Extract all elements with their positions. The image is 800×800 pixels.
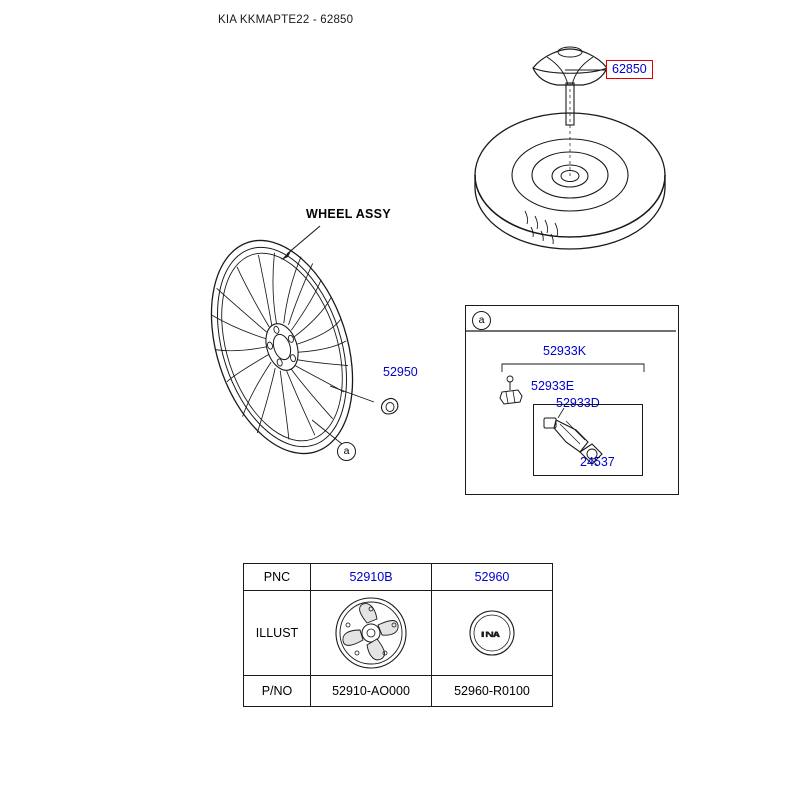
cell-illust-wheel-cover	[311, 591, 432, 676]
table-row-pnc	[244, 564, 553, 591]
wheel-nut-illustration	[330, 378, 400, 418]
cell-illust-center-cap	[432, 591, 553, 676]
part-label-52933D[interactable]: 52933D	[556, 396, 600, 410]
cell-pnc-52910B[interactable]: 52910B	[311, 564, 432, 591]
row-header-pnc: PNC	[244, 564, 311, 591]
cell-pnc-52960[interactable]: 52960	[432, 564, 553, 591]
row-header-illust: ILLUST	[244, 591, 311, 676]
cell-pno-52910[interactable]: 52910-AO000	[311, 676, 432, 707]
part-label-62850[interactable]: 62850	[606, 60, 653, 79]
table-row-pno	[244, 676, 553, 707]
part-label-52933E[interactable]: 52933E	[531, 379, 575, 393]
part-label-24537[interactable]: 24537	[580, 455, 615, 469]
detail-panel-divider	[466, 330, 676, 332]
row-header-pno: P/NO	[244, 676, 311, 707]
cell-pno-52960[interactable]: 52960-R0100	[432, 676, 553, 707]
wheel-assy-label: WHEEL ASSY	[306, 207, 391, 221]
part-label-52950[interactable]: 52950	[383, 365, 418, 379]
kit-bracket	[498, 360, 648, 374]
kia-center-cap-icon	[462, 603, 522, 663]
part-label-52933K[interactable]: 52933K	[543, 344, 587, 358]
detail-panel-marker: a	[472, 311, 491, 330]
callout-marker-wheel[interactable]: a	[337, 442, 356, 461]
wheel-cover-icon	[323, 595, 419, 671]
table-row-illust	[244, 591, 553, 676]
parts-table	[243, 563, 553, 707]
page-title: KIA KKMAPTE22 - 62850	[218, 14, 354, 26]
